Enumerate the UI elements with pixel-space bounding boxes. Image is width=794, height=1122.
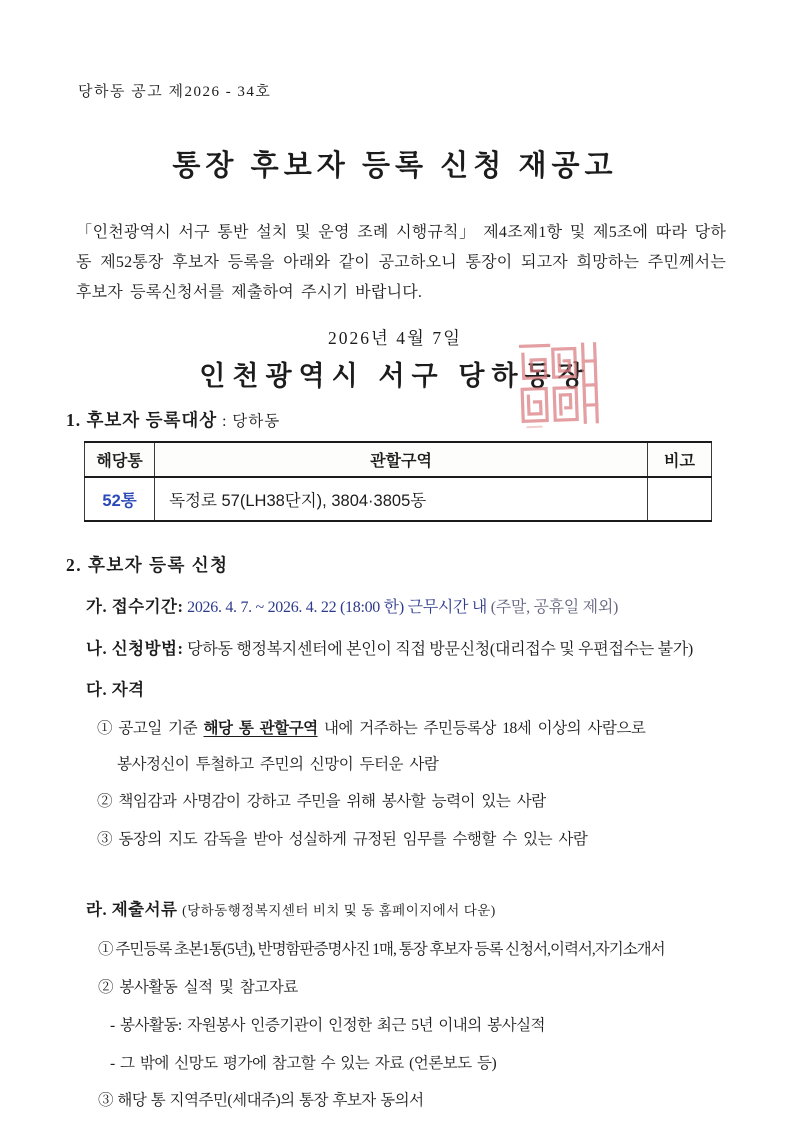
document-item-2: ② 봉사활동 실적 및 참고자료 <box>98 979 298 996</box>
application-period-note: (주말, 공휴일 제외) <box>490 599 618 616</box>
intro-paragraph: 「인천광역시 서구 통반 설치 및 운영 조례 시행규칙」 제4조제1항 및 제5조에 따라 당하동 제52통장 후보자 등록을 아래와 같이 공고하오니 통장이 되고자 희망하는 주민께서는 후보자 등록신청서를 제출하여 주시기 바랍니다. <box>76 224 726 301</box>
documents-label: 라. 제출서류 <box>86 900 183 919</box>
application-method-value: 당하동 행정복지센터에 본인이 직접 방문신청(대리접수 및 우편접수는 불가) <box>183 641 693 658</box>
header-area: 관할구역 <box>155 442 648 477</box>
qual1-emphasis: 해당 통 관할구역 <box>203 720 318 737</box>
application-period-value: 2026. 4. 7. ~ 2026. 4. 22 (18:00 한) 근무시간 내 <box>183 599 491 616</box>
table-header-row <box>85 442 712 477</box>
documents-heading-line <box>86 896 724 920</box>
qual1-post: 내에 거주하는 주민등록상 18세 이상의 사람으로 <box>317 720 646 737</box>
issuer-name: 인천광역시 서구 당하동장 <box>199 361 591 391</box>
qualification-item-3: ③ 동장의 지도 감독을 받아 성실하게 규정된 임무를 수행할 수 있는 사람 <box>97 831 588 848</box>
cell-note <box>647 477 711 521</box>
document-item-1: ① 주민등록 초본1통(5년), 반명함판증명사진 1매, 통장 후보자 등록 신청서,이력서,자기소개서 <box>98 941 665 958</box>
qualification-item-1-line2: 봉사정신이 투철하고 주민의 신망이 두터운 사람 <box>117 756 439 773</box>
page-title: 통장 후보자 등록 신청 재공고 <box>172 150 618 182</box>
announcement-date: 2026년 4월 7일 <box>328 328 462 348</box>
doc-number: 당하동 공고 제2026 - 34호 <box>78 84 272 100</box>
application-period-label: 가. 접수기간: <box>86 597 184 616</box>
header-tong: 해당통 <box>85 442 155 477</box>
table-row <box>85 477 712 521</box>
section2-heading: 2. 후보자 등록 신청 <box>66 555 229 575</box>
section1-heading-line <box>66 407 724 432</box>
document-item-3: ③ 해당 통 지역주민(세대주)의 통장 후보자 동의서 <box>98 1092 424 1109</box>
documents-note: (당하동행정복지센터 비치 및 동 홈페이지에서 다운) <box>182 903 496 918</box>
qual1-number: ① <box>97 720 119 737</box>
qualification-heading-line <box>86 676 724 700</box>
cell-jurisdiction: 독정로 57(LH38단지), 3804·3805동 <box>155 477 648 521</box>
application-method-line <box>86 635 724 659</box>
section1-separator: : <box>217 413 233 430</box>
document-item-2-sub1: - 봉사활동: 자원봉사 인증기관이 인정한 최근 5년 이내의 봉사실적 <box>110 1017 546 1034</box>
section1-heading: 1. 후보자 등록대상 <box>66 410 218 430</box>
qualification-item-1 <box>97 716 724 738</box>
application-method-label: 나. 신청방법: <box>86 639 184 658</box>
cell-tong-number: 52통 <box>85 477 155 521</box>
section1-value: 당하동 <box>232 413 281 430</box>
header-note: 비고 <box>647 442 711 477</box>
application-period-line <box>86 593 724 617</box>
qualification-label: 다. 자격 <box>86 680 145 699</box>
document-item-2-sub2: - 그 밖에 신망도 평가에 참고할 수 있는 자료 (언론보도 등) <box>110 1055 497 1072</box>
qualification-item-2: ② 책임감과 사명감이 강하고 주민을 위해 봉사할 능력이 있는 사람 <box>97 793 546 810</box>
jurisdiction-table <box>84 441 712 522</box>
qual1-pre: 공고일 기준 <box>118 720 204 737</box>
